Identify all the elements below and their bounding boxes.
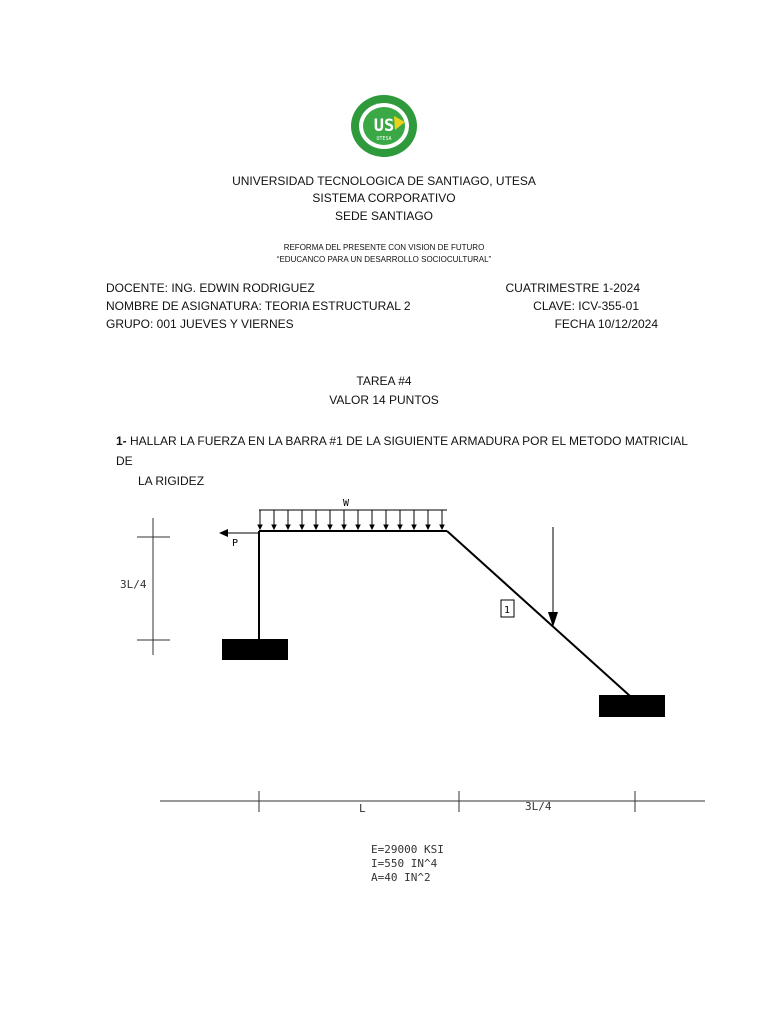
motto-line-1: REFORMA DEL PRESENTE CON VISION DE FUTURO	[283, 243, 485, 252]
fecha: FECHA 10/12/2024	[554, 317, 658, 331]
question-text-line-2: LA RIGIDEZ	[138, 474, 205, 488]
frame-diagram	[0, 490, 768, 900]
span1-label: L	[359, 802, 366, 815]
prop-i: I=550 IN^4	[371, 857, 438, 870]
campus-name: SEDE SANTIAGO	[334, 209, 434, 223]
utesa-logo	[350, 94, 418, 158]
prop-a: A=40 IN^2	[371, 871, 431, 884]
university-name: UNIVERSIDAD TECNOLOGICA DE SANTIAGO, UTESA	[232, 174, 536, 188]
question-text-line-1: HALLAR LA FUERZA EN LA BARRA #1 DE LA SIGUIENTE ARMADURA POR EL METODO MATRICIAL DE	[116, 434, 688, 468]
question-1	[116, 431, 696, 491]
distributed-load-arrows	[258, 510, 444, 529]
span2-label: 3L/4	[525, 800, 552, 813]
right-support	[599, 695, 665, 717]
load-w-label: W	[343, 498, 350, 509]
question-number: 1-	[116, 434, 127, 448]
svg-text:US: US	[373, 116, 395, 136]
assignment-title: TAREA #4	[356, 374, 412, 388]
load-p-label: P	[232, 538, 239, 549]
prop-e: E=29000 KSI	[371, 843, 444, 856]
motto-line-2: “EDUCANCO PARA UN DESARROLLO SOCIOCULTURAL”	[276, 255, 492, 264]
clave: CLAVE: ICV-355-01	[533, 299, 639, 313]
load-p-arrowhead	[219, 529, 228, 537]
logo-label: UTESA	[376, 136, 392, 142]
asignatura: NOMBRE DE ASIGNATURA: TEORIA ESTRUCTURAL 2	[106, 299, 411, 313]
height-label: 3L/4	[120, 578, 147, 591]
system-name: SISTEMA CORPORATIVO	[312, 191, 456, 205]
left-support	[222, 639, 288, 660]
diagonal-member	[447, 531, 630, 696]
docente: DOCENTE: ING. EDWIN RODRIGUEZ	[106, 281, 315, 295]
assignment-value: VALOR 14 PUNTOS	[329, 393, 439, 407]
grupo: GRUPO: 001 JUEVES Y VIERNES	[106, 317, 294, 331]
cuatrimestre: CUATRIMESTRE 1-2024	[505, 281, 640, 295]
member-label: 1	[504, 605, 511, 616]
